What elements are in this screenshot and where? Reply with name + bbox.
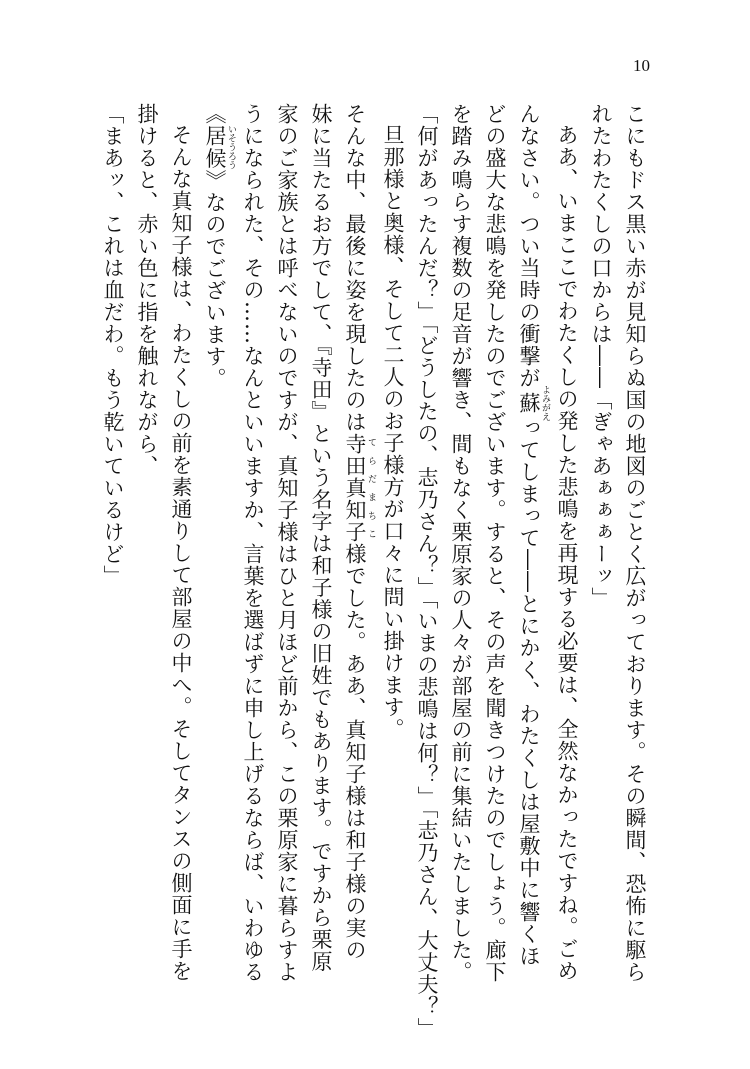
ruby-word bbox=[203, 124, 236, 170]
line-text: んなさい。つい当時の衝撃が bbox=[517, 103, 541, 389]
ruby-base: 居候 bbox=[203, 124, 227, 170]
text-line bbox=[376, 103, 410, 1003]
text-line bbox=[444, 103, 478, 1003]
ruby-base: 蘇 bbox=[517, 385, 541, 421]
line-text: 《 bbox=[203, 103, 227, 125]
line-text-after: 様でした。ああ、真知子様は和子様の実の bbox=[343, 543, 367, 961]
line-text: 家のご家族とは呼べないのですが、真知子様はひと月ほど前から、この栗原家に暮らすよ bbox=[275, 103, 299, 983]
ruby-reading: よみがえ bbox=[540, 385, 550, 421]
text-line bbox=[304, 103, 338, 1003]
text-line bbox=[130, 103, 164, 1003]
text-line bbox=[584, 103, 618, 1003]
line-text-after: 》なのでございます。 bbox=[203, 169, 227, 390]
text-line bbox=[618, 103, 652, 1003]
line-text: 「何があったんだ？」「どうしたの、志乃さん？」「いまの悲鳴は何？」「志乃さん、大丈夫？」 bbox=[415, 103, 439, 1040]
line-text: そんな真知子様は、わたくしの前を素通りして部屋の中へ。そしてタンスの側面に手を bbox=[169, 124, 193, 982]
line-text: 「まあッ、これは血だわ。もう乾いているけど」 bbox=[101, 103, 125, 587]
text-line bbox=[236, 103, 270, 1003]
ruby-reading: てらだまちこ bbox=[366, 433, 376, 543]
line-text: を踏み鳴らす複数の足音が響き、間もなく栗原家の人々が部屋の前に集結いたしました。 bbox=[449, 103, 473, 983]
vertical-text-block bbox=[96, 103, 652, 1040]
text-line bbox=[270, 103, 304, 1003]
ruby-reading: いそうろう bbox=[226, 124, 236, 170]
line-text: こにもドス黒い赤が見知らぬ国の地図のごとく広がっております。その瞬間、恐怖に駆ら bbox=[623, 103, 647, 983]
ruby-word bbox=[517, 385, 550, 421]
text-line bbox=[512, 103, 550, 1003]
text-line bbox=[550, 103, 584, 1003]
text-line bbox=[164, 103, 198, 1003]
line-text: うになられた、その……なんといいますか、言葉を選ばずに申し上げるならば、いわゆる bbox=[241, 103, 265, 983]
text-line bbox=[338, 103, 376, 1003]
text-line bbox=[96, 103, 130, 1003]
line-text: 旦那様と奥様、そして二人のお子様方が口々に問い掛けます。 bbox=[381, 124, 405, 740]
text-line bbox=[410, 103, 444, 1040]
line-text: そんな中、最後に姿を現したのは bbox=[343, 103, 367, 433]
line-text: れたわたくしの口からは――「ぎゃあぁぁぁーッ」 bbox=[589, 103, 613, 609]
ruby-base: 寺田真知子 bbox=[343, 433, 367, 543]
text-line bbox=[198, 103, 236, 1003]
page-number: 10 bbox=[633, 56, 650, 75]
line-text: どの盛大な悲鳴を発したのでございます。すると、その声を聞きつけたのでしょう。廊下 bbox=[483, 103, 507, 983]
line-text: 妹に当たるお方でして、『寺田』という名字は和子様の旧姓でもあります。ですから栗原 bbox=[309, 103, 333, 973]
text-line bbox=[478, 103, 512, 1003]
line-text-after: ってしまって――とにかく、わたくしは屋敷中に響くほ bbox=[517, 417, 541, 967]
line-text: ああ、いまここでわたくしの発した悲鳴を再現する必要は、全然なかったですね。ごめ bbox=[555, 124, 579, 982]
ruby-word bbox=[343, 433, 376, 543]
line-text: 掛けると、赤い色に指を触れながら、 bbox=[135, 103, 159, 477]
